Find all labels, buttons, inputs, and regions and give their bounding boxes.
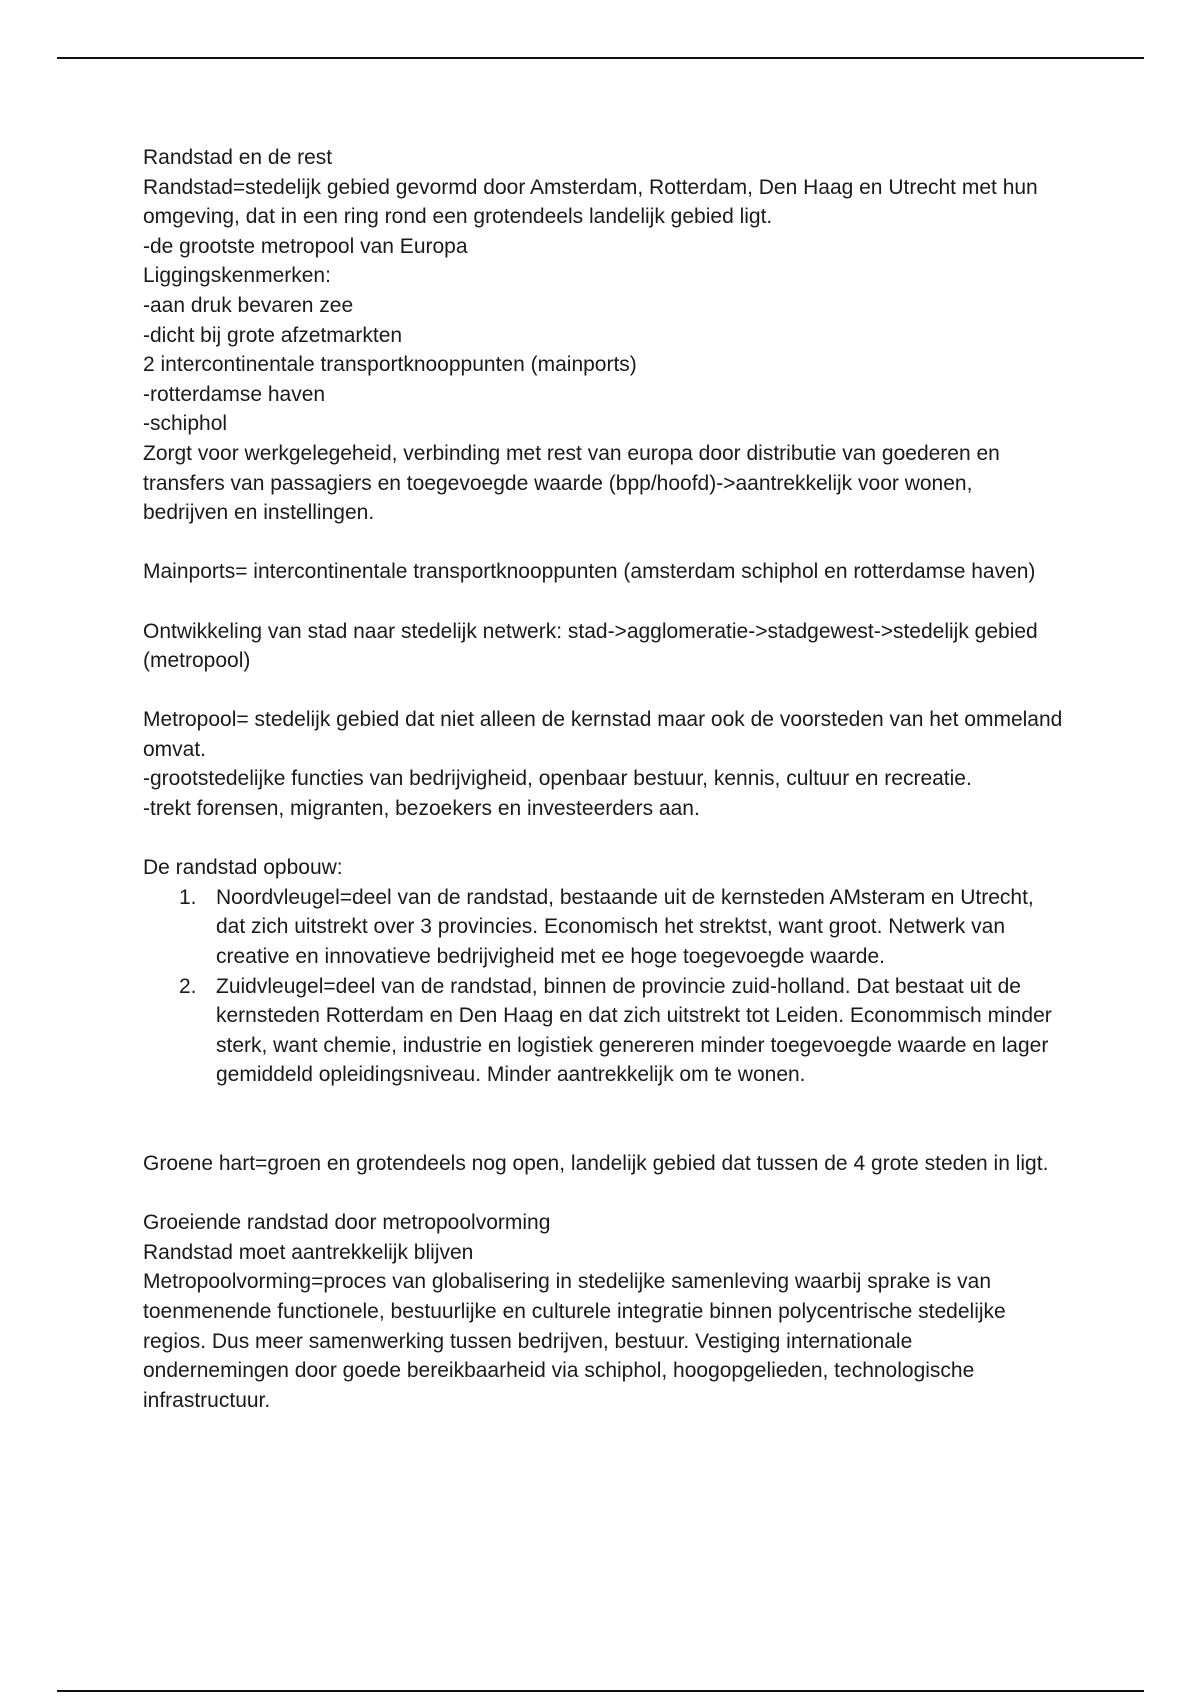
- header-rule: [57, 57, 1144, 59]
- opbouw-list: [143, 883, 1063, 1090]
- document-body: [143, 143, 1063, 1415]
- spacer: [143, 1090, 1063, 1149]
- effect-paragraph: Zorgt voor werkgelegeheid, verbinding met rest van europa door distributie van goederen en transfers van passagiers en toegevoegde waarde (bpp/hoofd)->aantrekkelijk voor wonen, bedrijven en instellingen.: [143, 441, 1000, 525]
- metropoolvorming-definition: Metropoolvorming=proces van globalisering in stedelijke samenleving waarbij sprake is van toenmenende functionele, bestuurlijke en culturele integratie binnen polycentrische stedelijke regios. Dus meer samenwerking tussen bedrijven, bestuur. Vestiging internationale ondernemingen door goede bereikbaarheid via schiphol, hoogopgelieden, technologische infrastructuur.: [143, 1270, 1006, 1412]
- ligging-heading: Liggingskenmerken:: [143, 264, 331, 288]
- mainports-item: -rotterdamse haven: [143, 382, 326, 406]
- section-title: Randstad en de rest: [143, 146, 333, 169]
- spacer: [143, 528, 1063, 558]
- metropool-item: -trekt forensen, migranten, bezoekers en investeerders aan.: [143, 797, 700, 821]
- ontwikkeling-paragraph: Ontwikkeling van stad naar stedelijk netwerk: stad->agglomeratie->stadgewest->stedelijk gebied (metropool): [143, 619, 1038, 673]
- mainports-item: -schiphol: [143, 412, 228, 436]
- metropool-note: -de grootste metropool van Europa: [143, 234, 468, 258]
- mainports-heading: 2 intercontinentale transportknooppunten (mainports): [143, 353, 637, 377]
- list-number: 1.: [179, 885, 197, 909]
- list-item: [179, 972, 1063, 1090]
- groei-heading: Groeiende randstad door metropoolvorming: [143, 1211, 551, 1235]
- mainports-definition: Mainports= intercontinentale transportknooppunten (amsterdam schiphol en rotterdamse haven): [143, 560, 1036, 584]
- metropool-definition: Metropool= stedelijk gebied dat niet alleen de kernstad maar ook de voorsteden van het ommeland omvat.: [143, 708, 1063, 761]
- spacer: [143, 1179, 1063, 1209]
- metropool-item: -grootstedelijke functies van bedrijvigheid, openbaar bestuur, kennis, cultuur en recreatie.: [143, 767, 972, 791]
- groene-hart-paragraph: Groene hart=groen en grotendeels nog open, landelijk gebied dat tussen de 4 grote steden in ligt.: [143, 1152, 1049, 1175]
- list-number: 2.: [179, 974, 197, 998]
- opbouw-heading: De randstad opbouw:: [143, 856, 343, 880]
- spacer: [143, 587, 1063, 617]
- ligging-item: -dicht bij grote afzetmarkten: [143, 323, 403, 347]
- spacer: [143, 824, 1063, 854]
- list-text: Noordvleugel=deel van de randstad, bestaande uit de kernsteden AMsteram en Utrecht, dat zich uitstrekt over 3 provincies. Economisch het strektst, want groot. Netwerk van creative en innovatieve bedrijvigheid met ee hoge toegevoegde waarde.: [216, 885, 1034, 969]
- list-item: [179, 883, 1063, 972]
- ligging-item: -aan druk bevaren zee: [143, 293, 354, 317]
- footer-rule: [57, 1690, 1144, 1692]
- randstad-definition: Randstad=stedelijk gebied gevormd door Amsterdam, Rotterdam, Den Haag en Utrecht met hun omgeving, dat in een ring rond een grotendeels landelijk gebied ligt.: [143, 175, 1038, 229]
- spacer: [143, 676, 1063, 706]
- groei-subheading: Randstad moet aantrekkelijk blijven: [143, 1240, 474, 1264]
- list-text: Zuidvleugel=deel van de randstad, binnen de provincie zuid-holland. Dat bestaat uit de kernsteden Rotterdam en Den Haag en dat zich uitstrekt tot Leiden. Econommisch minder sterk, want chemie, industrie en logistiek genereren minder toegevoegde waarde en lager gemiddeld opleidingsniveau. Minder aantrekkelijk om te wonen.: [216, 974, 1052, 1087]
